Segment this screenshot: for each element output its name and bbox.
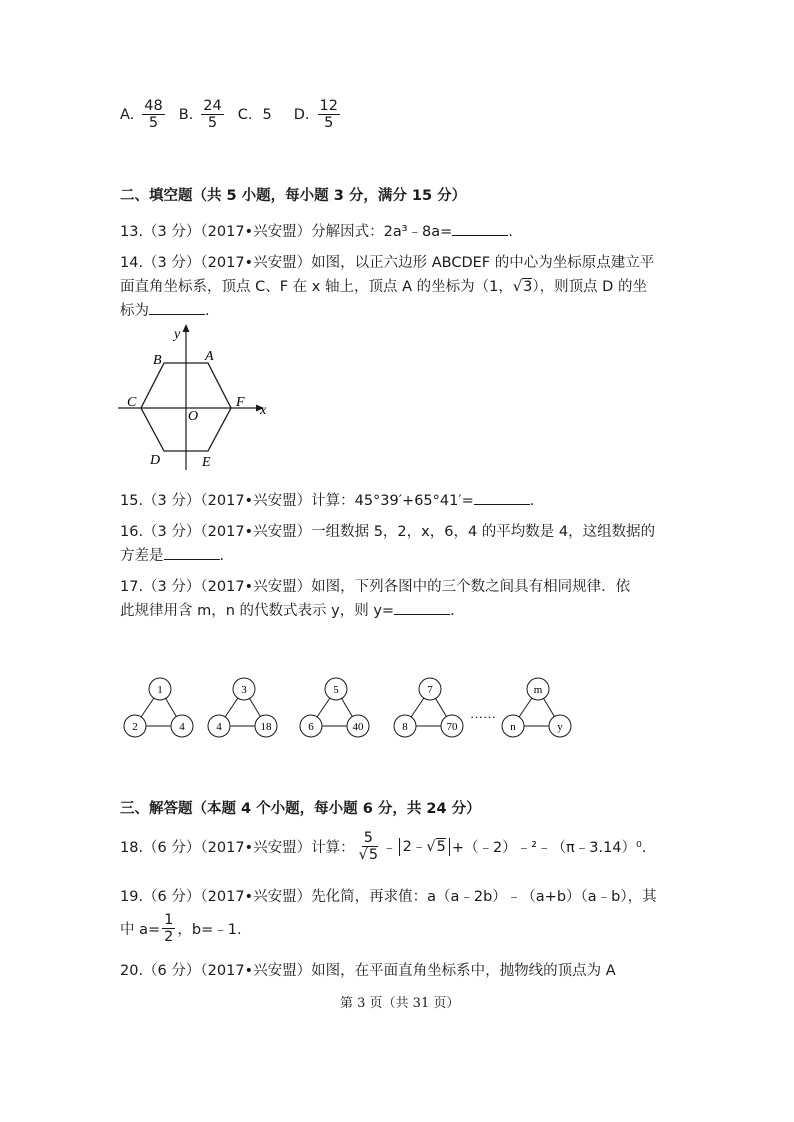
- circle-value-top: 1: [157, 684, 163, 696]
- question-17-line-1: 17.（3 分）（2017•兴安盟）如图，下列各图中的三个数之间具有相同规律．依: [120, 579, 631, 595]
- triangle-edge: [342, 698, 353, 716]
- question-19-line-2: 中 a= $\frac{1}{2}$ ，b=﹣1.: [120, 912, 242, 945]
- question-18: 18.（6 分）（2017•兴安盟）计算： $\frac{5}{√5}$ ﹣ 2﹣√5 +（﹣2）﹣²﹣（π﹣3.14）⁰.: [120, 830, 647, 863]
- question-14-line-3: 标为 .: [120, 303, 210, 319]
- option-b-fraction: $\frac{24}{5}$: [203, 98, 222, 131]
- circle-value-top: 5: [333, 684, 339, 696]
- section-3-title: 三、解答题（本题 4 个小题，每小题 6 分，共 24 分）: [120, 801, 481, 817]
- question-15: 15.（3 分）（2017•兴安盟）计算：45°39′+65°41′= .: [120, 493, 535, 509]
- answer-blank: [164, 559, 220, 560]
- triangle-edge: [436, 698, 447, 716]
- triangle-edge: [225, 698, 238, 717]
- answer-blank: [474, 504, 530, 505]
- triangle-edge: [166, 698, 177, 716]
- circle-value-top: m: [533, 684, 543, 696]
- label-a: A: [205, 349, 214, 364]
- option-c-value: 5: [262, 106, 272, 123]
- triangle-edge: [519, 698, 532, 717]
- label-f: F: [236, 395, 245, 410]
- circle-value-top: 7: [427, 684, 433, 696]
- y-axis-arrow: [183, 324, 190, 332]
- circle-value-right: 4: [179, 721, 185, 733]
- page-footer: 第 3 页（共 31 页）: [340, 996, 460, 1011]
- option-a-label: A.: [120, 106, 135, 123]
- q19-fraction: $\frac{1}{2}$: [164, 912, 174, 945]
- question-13: 13.（3 分）（2017•兴安盟）分解因式：2a³﹣8a= .: [120, 224, 513, 240]
- number-triangle: [394, 678, 463, 737]
- question-16-line-2: 方差是 .: [120, 548, 225, 564]
- option-b-label: B.: [178, 106, 194, 123]
- answer-options: [120, 98, 342, 131]
- number-triangle: [502, 678, 571, 737]
- circle-value-right: y: [557, 721, 563, 733]
- number-triangle: [124, 678, 193, 737]
- question-19-line-1: 19.（6 分）（2017•兴安盟）先化简，再求值：a（a﹣2b）﹣（a+b）（a﹣b），其: [120, 889, 657, 905]
- circle-value-left: 8: [402, 721, 408, 733]
- hexagon-figure: [110, 322, 290, 474]
- label-b: B: [153, 353, 162, 368]
- circle-value-right: 18: [260, 721, 272, 733]
- option-c-label: C.: [237, 106, 253, 123]
- label-e: E: [202, 455, 211, 470]
- answer-blank: [452, 235, 508, 236]
- option-d-fraction: $\frac{12}{5}$: [319, 98, 338, 131]
- question-17-line-2: 此规律用含 m，n 的代数式表示 y，则 y= .: [120, 603, 455, 619]
- number-triangle: [208, 678, 277, 737]
- question-16-line-1: 16.（3 分）（2017•兴安盟）一组数据 5，2，x，6，4 的平均数是 4，这组数据的: [120, 524, 656, 540]
- triangle-edge: [544, 698, 555, 716]
- question-20-line-1: 20.（6 分）（2017•兴安盟）如图，在平面直角坐标系中，抛物线的顶点为 A: [120, 963, 616, 979]
- circle-value-left: 6: [308, 721, 314, 733]
- number-triangles-figure: [118, 676, 588, 746]
- label-x: x: [260, 403, 267, 418]
- triangle-edge: [317, 698, 330, 717]
- triangle-edge: [250, 698, 261, 716]
- number-triangle: [300, 678, 369, 737]
- section-2-title: 二、填空题（共 5 小题，每小题 3 分，满分 15 分）: [120, 188, 467, 204]
- triangle-edge: [141, 698, 154, 717]
- circle-value-left: 2: [132, 721, 138, 733]
- circle-value-left: n: [510, 721, 516, 733]
- circle-value-right: 40: [352, 721, 364, 733]
- ellipsis: ……: [470, 706, 496, 721]
- label-y: y: [174, 327, 181, 342]
- circle-value-top: 3: [241, 684, 247, 696]
- circle-value-left: 4: [216, 721, 222, 733]
- question-14-line-2: 面直角坐标系，顶点 C、F 在 x 轴上，顶点 A 的坐标为（1，√3），则顶点 D 的坐: [120, 279, 647, 295]
- triangle-edge: [411, 698, 424, 717]
- label-o: O: [188, 409, 199, 424]
- label-c: C: [127, 395, 137, 410]
- question-14-line-1: 14.（3 分）（2017•兴安盟）如图，以正六边形 ABCDEF 的中心为坐标原点建立平: [120, 255, 655, 271]
- option-a-fraction: $\frac{48}{5}$: [144, 98, 163, 131]
- q18-fraction: $\frac{5}{√5}$: [358, 830, 379, 863]
- label-d: D: [150, 453, 161, 468]
- answer-blank: [149, 314, 205, 315]
- answer-blank: [394, 614, 450, 615]
- circle-value-right: 70: [446, 721, 458, 733]
- absolute-value: 2﹣√5: [399, 838, 450, 856]
- option-d-label: D.: [293, 106, 310, 123]
